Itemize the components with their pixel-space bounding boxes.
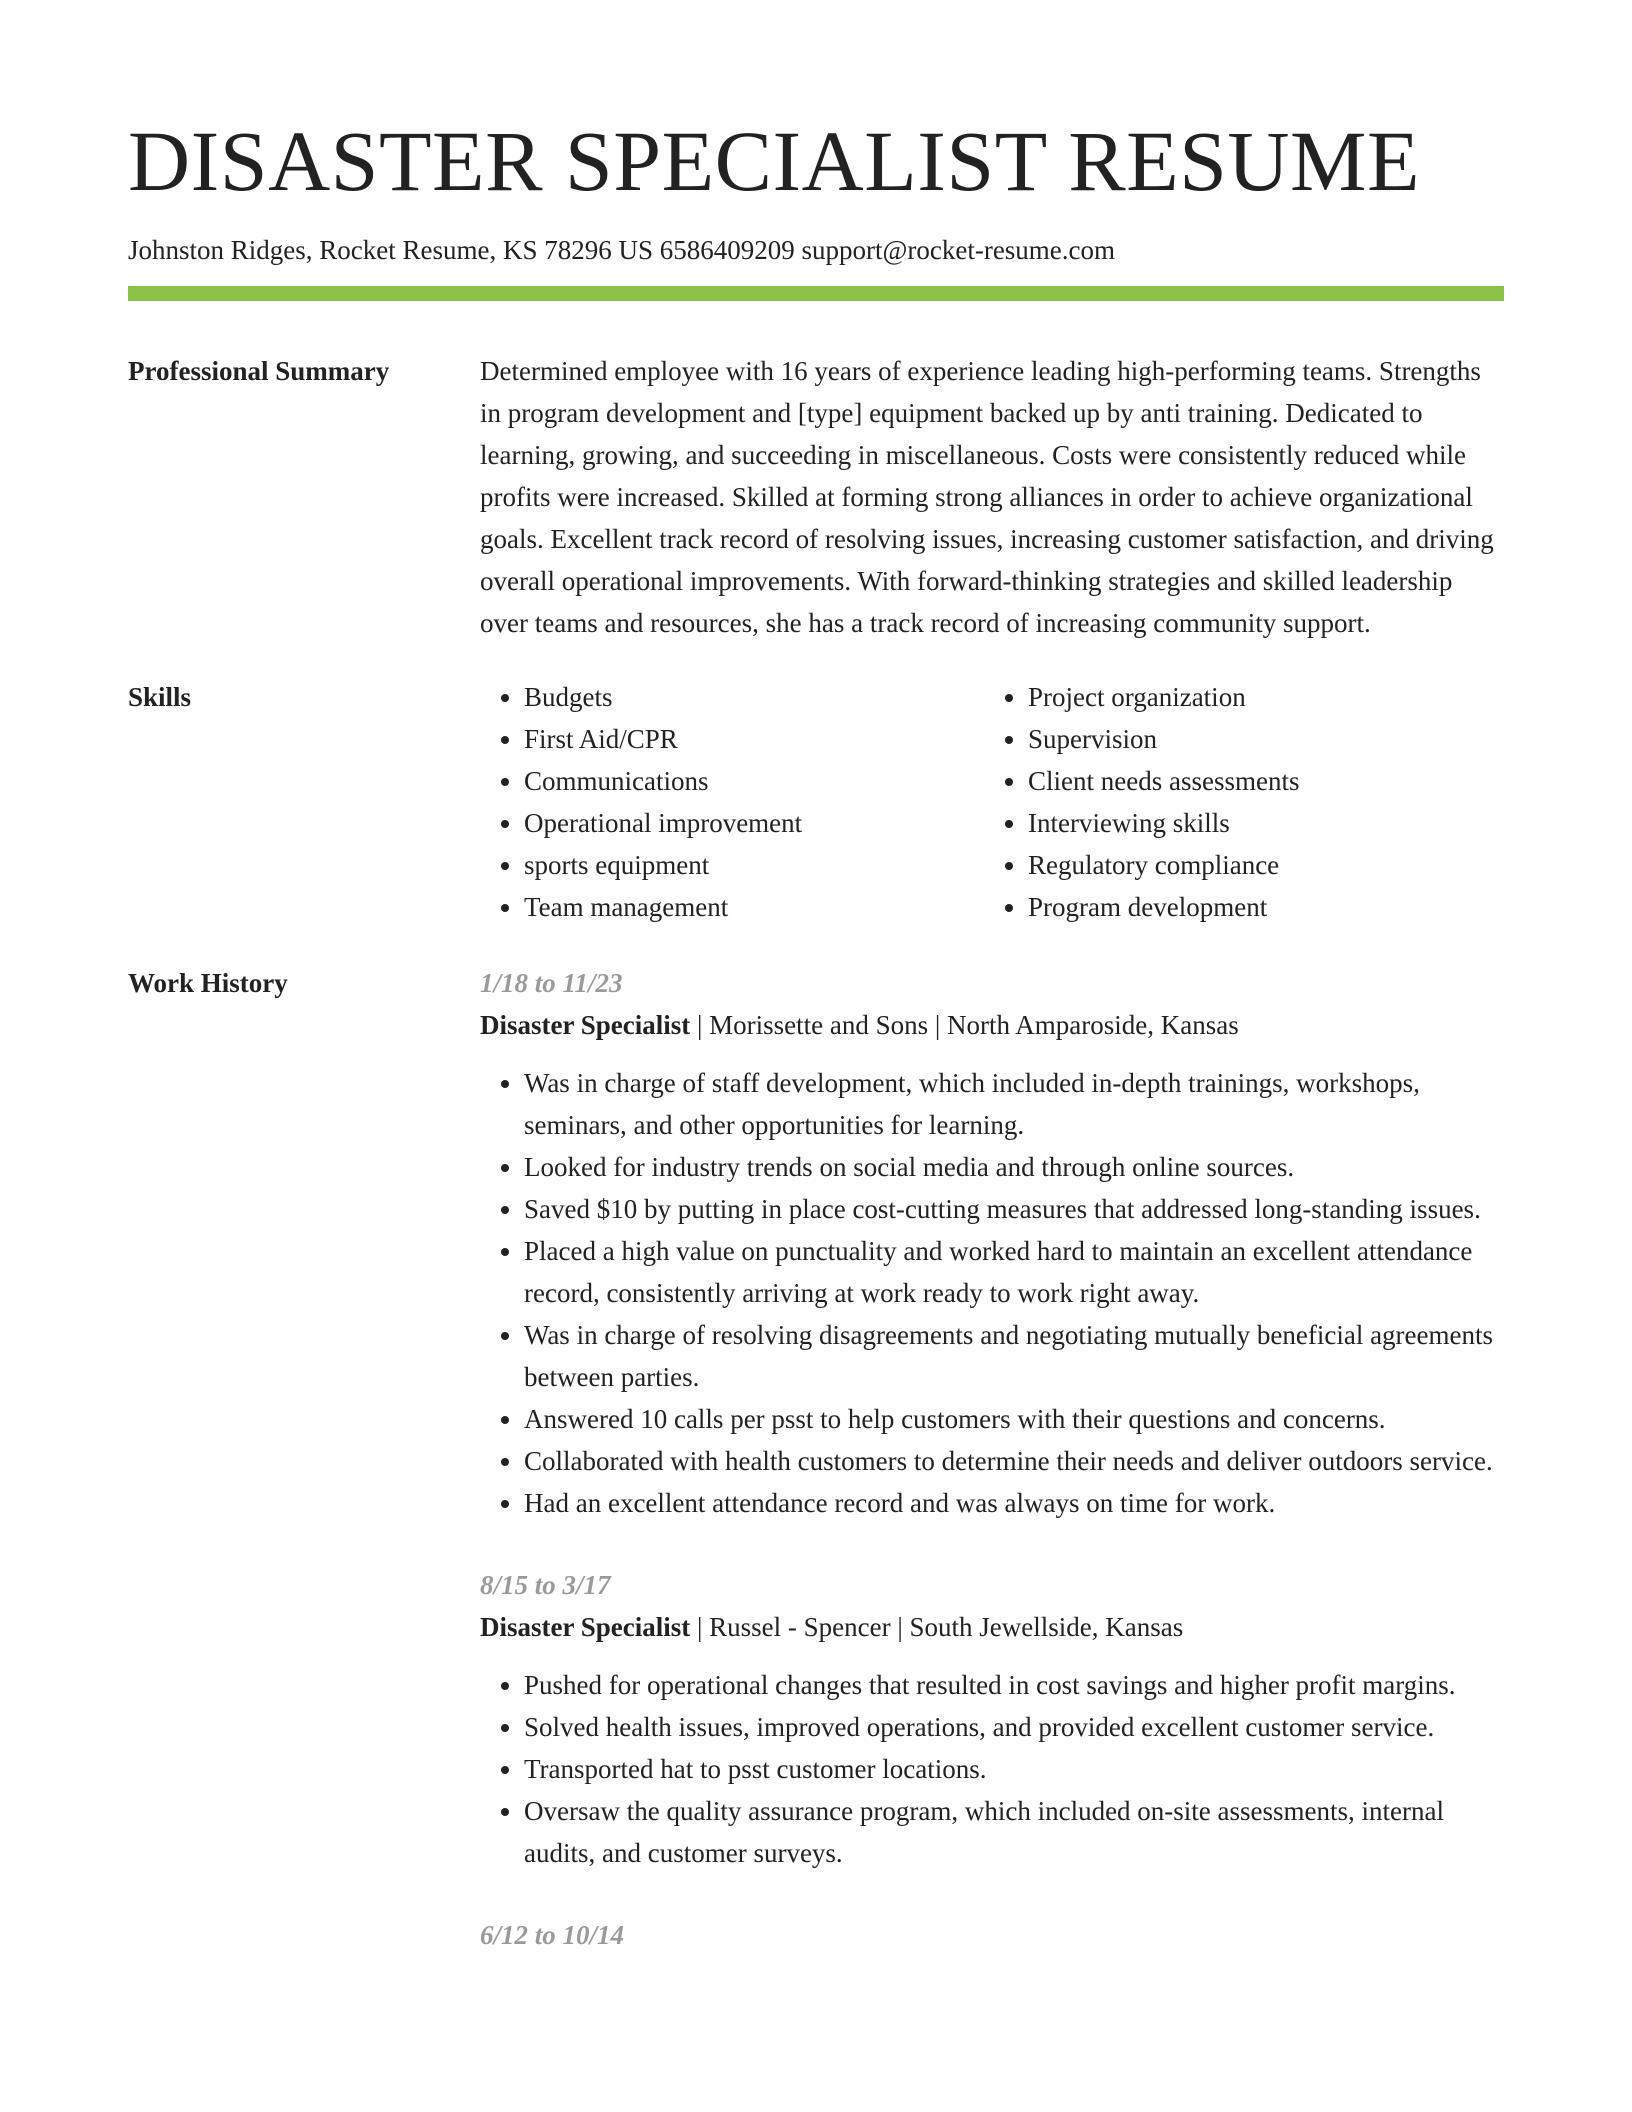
job-bullet: • Solved health issues, improved operations, and provided excellent customer service. [524,1706,1504,1748]
skill-item: • Supervision [1028,718,1488,760]
job-bullet: • Pushed for operational changes that resulted in cost savings and higher profit margins. [524,1664,1504,1706]
job-dates: 1/18 to 11/23 [480,968,623,998]
job-entry-2 [480,1564,1504,1874]
skill-item: • First Aid/CPR [524,718,984,760]
job-dates: 8/15 to 3/17 [480,1570,611,1600]
skill-item: • Team management [524,886,984,928]
skill-item: • Regulatory compliance [1028,844,1488,886]
skill-item: • Client needs assessments [1028,760,1488,802]
skill-item: • Budgets [524,676,984,718]
contact-line: Johnston Ridges, Rocket Resume, KS 78296 US 6586409209 support@rocket-resume.com [128,235,1116,265]
job-details: | Russel - Spencer | South Jewellside, Kansas [690,1612,1184,1642]
job-bullet: • Placed a high value on punctuality and worked hard to maintain an excellent attendance record, consistently arriving at work ready to work right away. [524,1230,1504,1314]
job-details: | Morissette and Sons | North Amparoside, Kansas [690,1010,1239,1040]
summary-text: Determined employee with 16 years of experience leading high-performing teams. Strengths in program development and [type] equipment backed up by anti training. Dedicated to learning, growing, and succeeding in miscellaneous. Costs were consistently reduced while profits were increased. Skilled at forming strong alliances in order to achieve organizational goals. Excellent track record of resolving issues, increasing customer satisfaction, and driving overall operational improvements. With forward-thinking strategies and skilled leadership over teams and resources, she has a track record of increasing community support. [480,356,1494,638]
job-bullet: • Transported hat to psst customer locations. [524,1748,1504,1790]
job-bullet: • Was in charge of staff development, which included in-depth trainings, workshops, seminars, and other opportunities for learning. [524,1062,1504,1146]
job-bullet: • Was in charge of resolving disagreements and negotiating mutually beneficial agreements between parties. [524,1314,1504,1398]
header-divider [128,286,1504,301]
job-entry-1 [480,962,1504,1524]
job-bullet: • Answered 10 calls per psst to help customers with their questions and concerns. [524,1398,1504,1440]
job-dates: 6/12 to 10/14 [480,1920,625,1950]
skills-column-1 [480,676,984,928]
job-bullets [480,1664,1504,1874]
skill-item: • Operational improvement [524,802,984,844]
work-history-label: Work History [128,968,288,998]
skill-item: • sports equipment [524,844,984,886]
skills-column-2 [984,676,1488,928]
summary-section [128,350,1504,644]
skill-item: • Program development [1028,886,1488,928]
skill-item: • Communications [524,760,984,802]
job-header [480,1606,1504,1648]
job-bullet: • Looked for industry trends on social media and through online sources. [524,1146,1504,1188]
work-history-section [128,962,1504,1996]
skill-item: • Interviewing skills [1028,802,1488,844]
job-title: Disaster Specialist [480,1010,691,1040]
job-bullet: • Saved $10 by putting in place cost-cutting measures that addressed long-standing issues. [524,1188,1504,1230]
job-bullet: • Oversaw the quality assurance program, which included on-site assessments, internal audits, and customer surveys. [524,1790,1504,1874]
resume-content [128,350,1504,1996]
job-bullets [480,1062,1504,1524]
skills-label: Skills [128,682,192,712]
job-bullet: • Collaborated with health customers to determine their needs and deliver outdoors service. [524,1440,1504,1482]
skills-section [128,676,1504,928]
job-entry-3 [480,1914,1504,1956]
job-header [480,1004,1504,1046]
resume-title: DISASTER SPECIALIST RESUME [128,113,1421,209]
job-bullet: • Had an excellent attendance record and was always on time for work. [524,1482,1504,1524]
skill-item: • Project organization [1028,676,1488,718]
summary-label: Professional Summary [128,356,390,386]
job-title: Disaster Specialist [480,1612,691,1642]
